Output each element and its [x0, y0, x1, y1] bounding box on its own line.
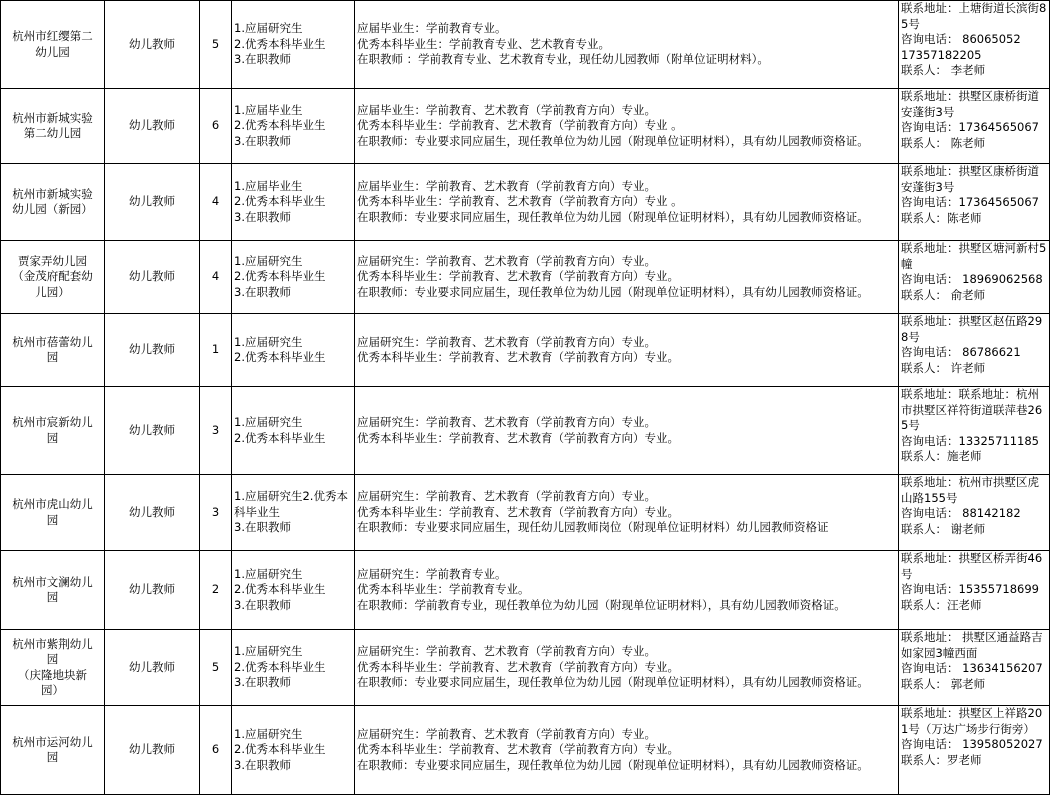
- table-row: [1, 1, 1050, 89]
- requirements-cell: 应届研究生：学前教育专业。 优秀本科毕业生：学前教育专业。 在职教师：学前教育专业，现任教单位为幼儿园（附现单位证明材料），具有幼儿园教师资格证。: [355, 551, 899, 630]
- contact-cell: 联系地址：联系地址：杭州市拱墅区祥符街道联萍巷265号 咨询电话：13325711185 联系人：施老师: [899, 387, 1050, 475]
- table-row: [1, 164, 1050, 241]
- kindergarten-name-cell: 杭州市新城实验 幼儿园（新园）: [1, 164, 105, 241]
- headcount-cell: 5: [200, 630, 232, 706]
- contact-cell: 联系地址： 拱墅区通益路吉如家园3幢西面 咨询电话： 13634156207 联系人： 郭老师: [899, 630, 1050, 706]
- headcount-cell: 6: [200, 706, 232, 795]
- kindergarten-name-cell: 杭州市紫荆幼儿 园 （庆隆地块新 园）: [1, 630, 105, 706]
- contact-cell: 联系地址：拱墅区上祥路201号（万达广场步行街旁） 咨询电话： 13958052027 联系人：罗老师: [899, 706, 1050, 795]
- table-row: [1, 706, 1050, 795]
- kindergarten-name-cell: 杭州市宸新幼儿 园: [1, 387, 105, 475]
- position-cell: 幼儿教师: [105, 1, 200, 89]
- education-cell: 1.应届研究生 2.优秀本科毕业生 3.在职教师: [232, 706, 355, 795]
- headcount-cell: 4: [200, 164, 232, 241]
- requirements-cell: 应届研究生：学前教育、艺术教育（学前教育方向）专业。 优秀本科毕业生：学前教育、艺术教育（学前教育方向）专业。 在职教师：专业要求同应届生，现任幼儿园教师岗位（附现单位证明材料）幼儿园教师资格证: [355, 475, 899, 551]
- contact-cell: 联系地址：拱墅区塘河新村5幢 咨询电话： 18969062568 联系人： 俞老师: [899, 241, 1050, 314]
- table-row: [1, 314, 1050, 387]
- headcount-cell: 5: [200, 1, 232, 89]
- table-body: [1, 1, 1050, 795]
- headcount-cell: 3: [200, 475, 232, 551]
- contact-cell: 联系地址：杭州市拱墅区虎山路155号 咨询电话： 88142182 联系人： 谢老师: [899, 475, 1050, 551]
- kindergarten-name-cell: 杭州市红缨第二 幼儿园: [1, 1, 105, 89]
- position-cell: 幼儿教师: [105, 475, 200, 551]
- kindergarten-name-cell: 贾家弄幼儿园 （金茂府配套幼 儿园）: [1, 241, 105, 314]
- position-cell: 幼儿教师: [105, 314, 200, 387]
- table-row: [1, 241, 1050, 314]
- requirements-cell: 应届研究生：学前教育、艺术教育（学前教育方向）专业。 优秀本科毕业生：学前教育、艺术教育（学前教育方向）专业。 在职教师：专业要求同应届生，现任教单位为幼儿园（附现单位证明材料），具有幼儿园教师资格证。: [355, 706, 899, 795]
- contact-cell: 联系地址：拱墅区康桥街道安蓬街3号 咨询电话：17364565067 联系人：陈老师: [899, 164, 1050, 241]
- position-cell: 幼儿教师: [105, 89, 200, 164]
- kindergarten-name-cell: 杭州市文澜幼儿 园: [1, 551, 105, 630]
- requirements-cell: 应届研究生：学前教育、艺术教育（学前教育方向）专业。 优秀本科毕业生：学前教育、艺术教育（学前教育方向）专业。 在职教师：专业要求同应届生，现任教单位为幼儿园（附现单位证明材料），具有幼儿园教师资格证。: [355, 630, 899, 706]
- contact-cell: 联系地址：上塘街道长滨街85号 咨询电话： 86065052 17357182205 联系人： 李老师: [899, 1, 1050, 89]
- position-cell: 幼儿教师: [105, 551, 200, 630]
- education-cell: 1.应届研究生 2.优秀本科毕业生 3.在职教师: [232, 1, 355, 89]
- requirements-cell: 应届研究生：学前教育、艺术教育（学前教育方向）专业。 优秀本科毕业生：学前教育、艺术教育（学前教育方向）专业。 在职教师：专业要求同应届生，现任教单位为幼儿园（附现单位证明材料），具有幼儿园教师资格证。: [355, 241, 899, 314]
- position-cell: 幼儿教师: [105, 164, 200, 241]
- education-cell: 1.应届研究生 2.优秀本科毕业生 3.在职教师: [232, 241, 355, 314]
- education-cell: 1.应届研究生 2.优秀本科毕业生 3.在职教师: [232, 551, 355, 630]
- position-cell: 幼儿教师: [105, 630, 200, 706]
- education-cell: 1.应届毕业生 2.优秀本科毕业生 3.在职教师: [232, 89, 355, 164]
- contact-cell: 联系地址：拱墅区赵伍路298号 咨询电话： 86786621 联系人： 许老师: [899, 314, 1050, 387]
- table-row: [1, 551, 1050, 630]
- headcount-cell: 1: [200, 314, 232, 387]
- education-cell: 1.应届研究生 2.优秀本科毕业生: [232, 387, 355, 475]
- position-cell: 幼儿教师: [105, 706, 200, 795]
- kindergarten-name-cell: 杭州市虎山幼儿 园: [1, 475, 105, 551]
- position-cell: 幼儿教师: [105, 387, 200, 475]
- contact-cell: 联系地址：拱墅区康桥街道安蓬街3号 咨询电话：17364565067 联系人： 陈老师: [899, 89, 1050, 164]
- kindergarten-name-cell: 杭州市新城实验 第二幼儿园: [1, 89, 105, 164]
- table-row: [1, 475, 1050, 551]
- headcount-cell: 6: [200, 89, 232, 164]
- table-row: [1, 630, 1050, 706]
- table-row: [1, 387, 1050, 475]
- table-row: [1, 89, 1050, 164]
- headcount-cell: 4: [200, 241, 232, 314]
- requirements-cell: 应届毕业生：学前教育、艺术教育（学前教育方向）专业。 优秀本科毕业生：学前教育、艺术教育（学前教育方向）专业 。 在职教师：专业要求同应届生，现任教单位为幼儿园（附现单位证明材料），具有幼儿园教师资格证。: [355, 164, 899, 241]
- education-cell: 1.应届研究生2.优秀本科毕业生 3.在职教师: [232, 475, 355, 551]
- requirements-cell: 应届研究生：学前教育、艺术教育（学前教育方向）专业。 优秀本科毕业生：学前教育、艺术教育（学前教育方向）专业。: [355, 314, 899, 387]
- education-cell: 1.应届研究生 2.优秀本科毕业生: [232, 314, 355, 387]
- kindergarten-name-cell: 杭州市运河幼儿 园: [1, 706, 105, 795]
- requirements-cell: 应届研究生：学前教育、艺术教育（学前教育方向）专业。 优秀本科毕业生：学前教育、艺术教育（学前教育方向）专业。: [355, 387, 899, 475]
- education-cell: 1.应届毕业生 2.优秀本科毕业生 3.在职教师: [232, 164, 355, 241]
- headcount-cell: 2: [200, 551, 232, 630]
- education-cell: 1.应届研究生 2.优秀本科毕业生 3.在职教师: [232, 630, 355, 706]
- requirements-cell: 应届毕业生：学前教育、艺术教育（学前教育方向）专业。 优秀本科毕业生：学前教育、艺术教育（学前教育方向）专业 。 在职教师：专业要求同应届生，现任教单位为幼儿园（附现单位证明材料），具有幼儿园教师资格证。: [355, 89, 899, 164]
- kindergarten-name-cell: 杭州市蓓蕾幼儿 园: [1, 314, 105, 387]
- position-cell: 幼儿教师: [105, 241, 200, 314]
- contact-cell: 联系地址：拱墅区桥弄街46号 咨询电话：15355718699 联系人：汪老师: [899, 551, 1050, 630]
- requirements-cell: 应届毕业生：学前教育专业。 优秀本科毕业生：学前教育专业、艺术教育专业。 在职教师 ：学前教育专业、艺术教育专业，现任幼儿园教师（附单位证明材料）。: [355, 1, 899, 89]
- headcount-cell: 3: [200, 387, 232, 475]
